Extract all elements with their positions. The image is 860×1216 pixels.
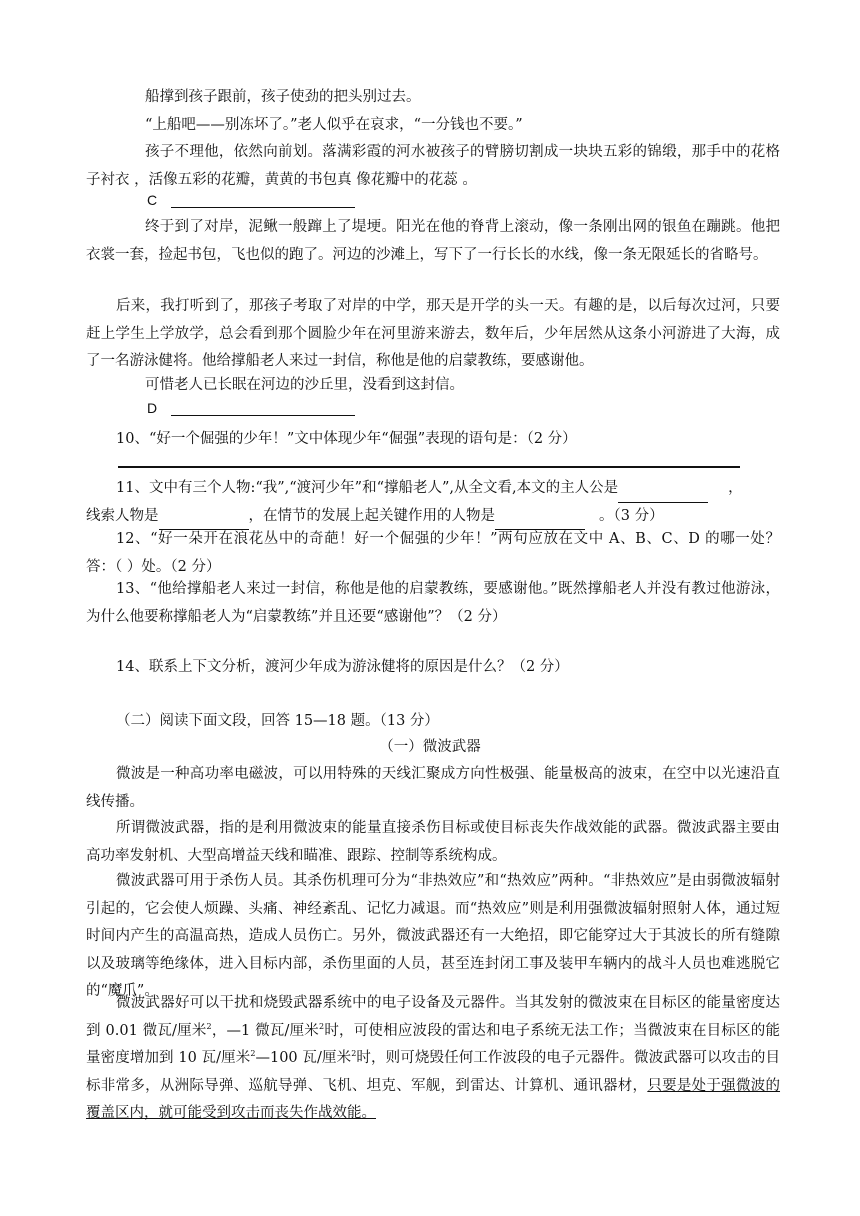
section-heading: （二）阅读下面文段，回答 15—18 题。（13 分） [116,713,439,729]
question-12: 12、“好一朵开在浪花丛中的奇葩！好一个倔强的少年！”两句应放在文中 A、B、C、D 的哪一处？答：（ ）处。（2 分） [86,531,780,575]
p4-text: 时，可使相应波段的雷达和电子系统无法工作；当微波束在目标区的能量密度增加到 10 瓦/厘米 [86,1022,780,1067]
q11-score: 。（3 分） [599,507,664,524]
p4-text: —100 瓦/厘米 [255,1050,352,1067]
story-paragraph: 船撑到孩子跟前，孩子使劲的把头别过去。 [145,89,421,105]
p4-text: 微波武器好可以干扰和烧毁武器系统中的电子设备及元器件。当其发射的微波束在目标区的能量密度达到 0.01 微瓦/厘米 [86,995,780,1039]
answer-blank-d [147,400,355,416]
blank-letter-c: C [147,192,158,208]
story-paragraph: 可惜老人已长眠在河边的沙丘里，没看到这封信。 [145,377,464,393]
blank-letter-d: D [147,400,158,416]
article-title: （一）微波武器 [379,739,481,755]
underlined-sentence: 只要是处于强微波的覆盖区内，就可能受到攻击而丧失作战效能。 [86,1077,781,1122]
story-paragraph: 后来，我打听到了，那孩子考取了对岸的中学，那天是开学的头一天。有趣的是，以后每次过河，只要赶上学生上学放学，总会看到那个圆脸少年在河里游来游去，数年后，少年居然从这条小河游进了大海，成了一名游泳健将。他给撑船老人来过一封信，称他是他的启蒙教练，要感谢他。 [86,298,780,370]
article-paragraph: 微波是一种高功率电磁波，可以用特殊的天线汇聚成方向性极强、能量极高的波束，在空中以光速沿直线传播。 [86,766,780,810]
article-paragraph [86,990,780,1128]
q11-text: 线索人物是 [86,507,159,524]
q11-comma: ， [728,480,743,496]
article-paragraph: 微波武器可用于杀伤人员。其杀伤机理可分为“非热效应”和“热效应”两种。“非热效应”是由弱微波辐射引起的，它会使人烦躁、头痛、神经紊乱、记忆力减退。而“热效应”则是利用强微波辐射照射人体，通过短时间内产生的高温高热，造成人员伤亡。另外，微波武器还有一大绝招，即它能穿过大于其波长的所有缝隙以及玻璃等绝缘体，进入目标内部，杀伤里面的人员，甚至连封闭工事及装甲车辆内的战斗人员也难逃脱它的“魔爪”。 [86,873,780,1000]
question-10: 10、“好一个倔强的少年！”文中体现少年“倔强”表现的语句是：（2 分） [116,431,577,447]
story-paragraph: 孩子不理他，依然向前划。落满彩霞的河水被孩子的臂膀切割成一块块五彩的锦缎，那手中的花格子衬衣 ，活像五彩的花瓣，黄黄的书包真 像花瓣中的花蕊 。 [86,144,780,188]
fill-line[interactable] [171,207,355,208]
story-paragraph: 终于到了对岸，泥鳅一般蹿上了堤埂。阳光在他的脊背上滚动，像一条刚出网的银鱼在蹦跳。他把衣裳一套，捡起书包，飞也似的跑了。河边的沙滩上，写下了一行长长的水线，像一条无限延长的省略号。 [86,219,780,263]
superscript: 2 [319,1021,325,1031]
story-paragraph: “上船吧——别冻坏了。”老人似乎在哀求，“一分钱也不要。” [145,117,523,133]
q11-text: ，在情节的发展上起关键作用的人物是 [248,507,495,524]
superscript: 2 [351,1049,357,1059]
superscript: 2 [250,1049,256,1059]
question-14: 14、联系上下文分析，渡河少年成为游泳健将的原因是什么？（2 分） [116,659,569,675]
fill-line[interactable] [171,415,355,416]
q11-text: 11、文中有三个人物:“我”,“渡河少年”和“撑船老人”,从全文看,本文的主人公是 [116,480,619,496]
article-paragraph: 所谓微波武器，指的是利用微波束的能量直接杀伤目标或使目标丧失作战效能的武器。微波武器主要由高功率发射机、大型高增益天线和瞄准、跟踪、控制等系统构成。 [86,820,780,864]
question-13: 13、“他给撑船老人来过一封信，称他是他的启蒙教练，要感谢他。”既然撑船老人并没有教过他游泳，为什么他要称撑船老人为“启蒙教练”并且还要“感谢他”？（2 分） [86,581,780,625]
question-11 [86,475,780,530]
answer-line-q10[interactable] [118,466,740,468]
p4-text: ，—1 微瓦/厘米 [211,1022,320,1039]
p4-text: 时，则可烧毁任何工作波段的电子元器件。微波武器可以攻击的目标非常多，从洲际导弹、巡航导弹、飞机、坦克、军舰，到雷达、计算机、通讯器材， [86,1050,781,1094]
superscript: 2 [206,1021,212,1031]
answer-blank-c [147,192,355,208]
